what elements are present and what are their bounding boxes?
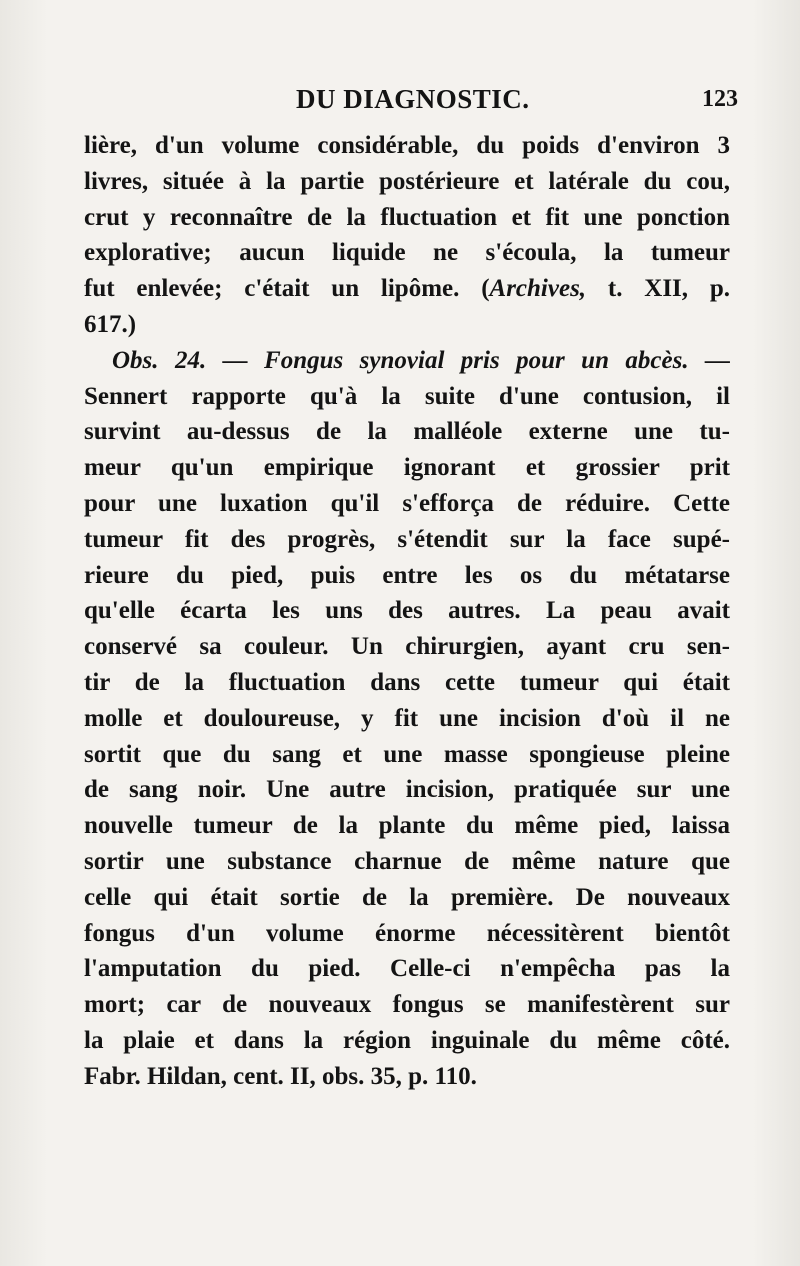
text-line: survint au-dessus de la malléole externe une tu- [84, 418, 730, 446]
text-line [84, 271, 730, 307]
text-line: explorative; aucun liquide ne s'écoula, la tumeur [84, 239, 730, 267]
text-line: pour une luxation qu'il s'efforça de réduire. Cette [84, 489, 730, 517]
text-line: lière, d'un volume considérable, du poids d'environ 3 [84, 132, 730, 159]
text-line: mort; car de nouveaux fongus se manifestèrent sur [84, 991, 730, 1019]
text-line: meur qu'un empirique ignorant et grossier prit [84, 454, 730, 482]
running-title: DU DIAGNOSTIC. [296, 84, 530, 114]
italic-segment: Obs. 24. — Fongus synovial pris pour un abcès. — [112, 346, 730, 374]
text-line: qu'elle écarta les uns des autres. La peau avait [84, 597, 730, 625]
text-line: Sennert rapporte qu'à la suite d'une contusion, il [84, 382, 730, 410]
page-number: 123 [702, 86, 738, 112]
text-line: rieure du pied, puis entre les os du métatarse [84, 561, 730, 589]
italic-segment: Archives, [489, 275, 587, 303]
text-line: sortit que du sang et une masse spongieuse pleine [84, 740, 730, 768]
text-line: tumeur fit des progrès, s'étendit sur la face supé- [84, 525, 730, 553]
text-line: molle et douloureuse, y fit une incision d'où il ne [84, 704, 730, 732]
text-segment: fut enlevée; c'était un lipôme. ( [84, 275, 490, 303]
text-line: Fabr. Hildan, cent. II, obs. 35, p. 110. [84, 1062, 477, 1090]
text-line: conservé sa couleur. Un chirurgien, ayant cru sen- [84, 633, 730, 661]
text-line [84, 343, 730, 379]
text-line: celle qui était sortie de la première. De nouveaux [84, 883, 730, 911]
text-line: l'amputation du pied. Celle-ci n'empêcha pas la [84, 955, 730, 983]
page-header [84, 84, 738, 124]
text-line: 617.) [84, 310, 137, 338]
text-line: nouvelle tumeur de la plante du même pied, laissa [84, 812, 730, 840]
text-line: livres, située à la partie postérieure et latérale du cou, [84, 167, 730, 195]
text-line: fongus d'un volume énorme nécessitèrent bientôt [84, 919, 730, 947]
body-text [84, 128, 730, 1095]
text-line: de sang noir. Une autre incision, pratiquée sur une [84, 776, 730, 804]
text-line: sortir une substance charnue de même nature que [84, 847, 730, 875]
text-line: la plaie et dans la région inguinale du même côté. [84, 1026, 730, 1054]
text-line: crut y reconnaître de la fluctuation et fit une ponction [84, 203, 730, 231]
text-line: tir de la fluctuation dans cette tumeur qui était [84, 668, 730, 696]
text-segment: t. XII, p. [586, 275, 730, 303]
